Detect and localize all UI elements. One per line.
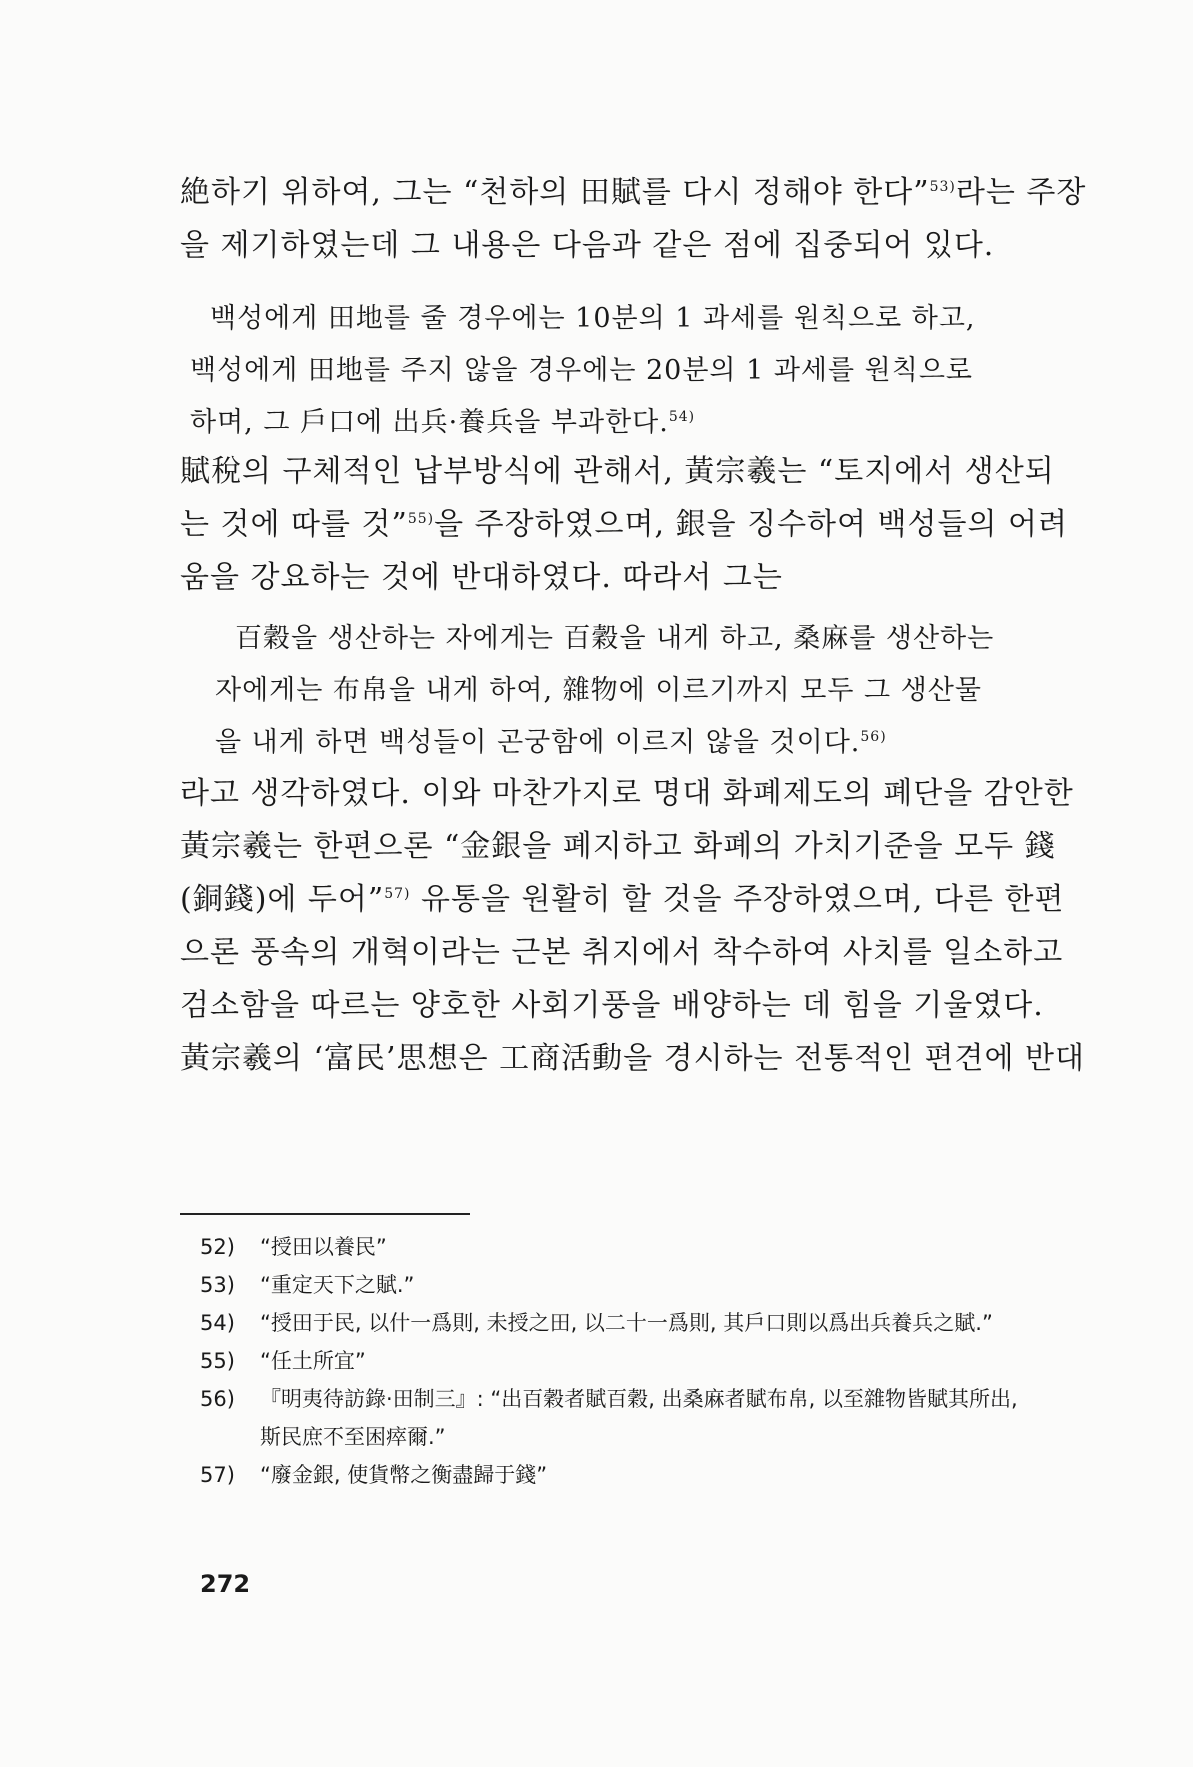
- text-line: 으론 풍속의 개혁이라는 근본 취지에서 착수하여 사치를 일소하고: [180, 935, 1064, 970]
- quote-line: 자에게는 布帛을 내게 하여, 雜物에 이르기까지 모두 그 생산물: [215, 675, 982, 706]
- block-quote-2: [215, 613, 995, 769]
- footnote-ref[interactable]: 54): [668, 409, 696, 425]
- footnote-text: “授田以養民”: [260, 1235, 387, 1259]
- text-line: 검소함을 따르는 양호한 사회기풍을 배양하는 데 힘을 기울였다.: [180, 988, 1044, 1023]
- footnote-text: “任土所宜”: [260, 1349, 366, 1373]
- quote-line: 백성에게 田地를 주지 않을 경우에는 20분의 1 과세를 원칙으로: [190, 355, 973, 386]
- text-line: [180, 166, 1087, 219]
- footnotes-list: [200, 1228, 1040, 1494]
- footnote-ref[interactable]: 53): [929, 179, 956, 195]
- text-segment: 絶하기 위하여, 그는 “천하의 田賦를 다시 정해야 한다”: [180, 175, 930, 210]
- body-paragraph-1: [180, 166, 1087, 272]
- footnote-ref[interactable]: 55): [407, 511, 435, 527]
- body-paragraph-2: [180, 445, 1068, 604]
- footnote-item: [200, 1228, 1040, 1266]
- text-line: [180, 873, 1065, 926]
- footnote-item: [200, 1304, 1040, 1342]
- text-segment: 유통을 원활히 할 것을 주장하였으며, 다른 한편: [410, 882, 1065, 917]
- body-paragraph-3: [180, 767, 1085, 1085]
- page-number: 272: [200, 1570, 251, 1598]
- quote-line: 백성에게 田地를 줄 경우에는 10분의 1 과세를 원칙으로 하고,: [210, 303, 976, 334]
- footnote-number: 52): [200, 1235, 235, 1259]
- quote-line: [215, 717, 994, 769]
- text-segment: (銅錢)에 두어”: [180, 882, 385, 917]
- footnote-number: 56): [200, 1387, 235, 1411]
- footnote-item: [200, 1342, 1040, 1380]
- quote-line: [190, 397, 976, 449]
- footnote-text: “廢金銀, 使貨幣之衡盡歸于錢”: [260, 1463, 548, 1487]
- text-line: 움을 강요하는 것에 반대하였다. 따라서 그는: [180, 560, 783, 595]
- text-line: 黃宗羲의 ‘富民’思想은 工商活動을 경시하는 전통적인 편견에 반대: [180, 1041, 1085, 1076]
- block-quote-1: [190, 293, 976, 449]
- text-segment: 는 것에 따를 것”: [180, 507, 408, 542]
- footnote-item: [200, 1266, 1040, 1304]
- footnote-ref[interactable]: 56): [860, 729, 887, 745]
- text-line: 라고 생각하였다. 이와 마찬가지로 명대 화폐제도의 폐단을 감안한: [180, 776, 1074, 811]
- footnote-item: [200, 1380, 1040, 1456]
- footnote-item: [200, 1456, 1040, 1494]
- footnote-text: “重定天下之賦.”: [260, 1273, 415, 1297]
- footnote-number: 53): [200, 1273, 235, 1297]
- text-line: 黃宗羲는 한편으론 “金銀을 폐지하고 화폐의 가치기준을 모두 錢: [180, 829, 1056, 864]
- quote-line: 百穀을 생산하는 자에게는 百穀을 내게 하고, 桑麻를 생산하는: [235, 623, 995, 654]
- footnote-text: “授田于民, 以什一爲則, 未授之田, 以二十一爲則, 其戶口則以爲出兵養兵之賦.”: [260, 1311, 993, 1335]
- footnote-divider: [180, 1213, 470, 1215]
- text-segment: 을 내게 하면 백성들이 곤궁함에 이르지 않을 것이다.: [215, 727, 861, 758]
- text-segment: 을 주장하였으며, 銀을 징수하여 백성들의 어려: [434, 507, 1068, 542]
- text-segment: 하며, 그 戶口에 出兵·養兵을 부과한다.: [190, 407, 669, 438]
- text-line: 을 제기하였는데 그 내용은 다음과 같은 점에 집중되어 있다.: [180, 228, 995, 263]
- footnote-number: 57): [200, 1463, 235, 1487]
- footnote-number: 54): [200, 1311, 235, 1335]
- text-segment: 라는 주장: [955, 175, 1087, 210]
- footnote-ref[interactable]: 57): [384, 886, 411, 902]
- footnote-number: 55): [200, 1349, 235, 1373]
- text-line: 賦稅의 구체적인 납부방식에 관해서, 黃宗羲는 “토지에서 생산되: [180, 454, 1055, 489]
- footnote-text: 『明夷待訪錄·田制三』: “出百穀者賦百穀, 出桑麻者賦布帛, 以至雜物皆賦其所出, 斯民庶不至困瘁爾.”: [260, 1387, 1018, 1449]
- text-line: [180, 498, 1068, 551]
